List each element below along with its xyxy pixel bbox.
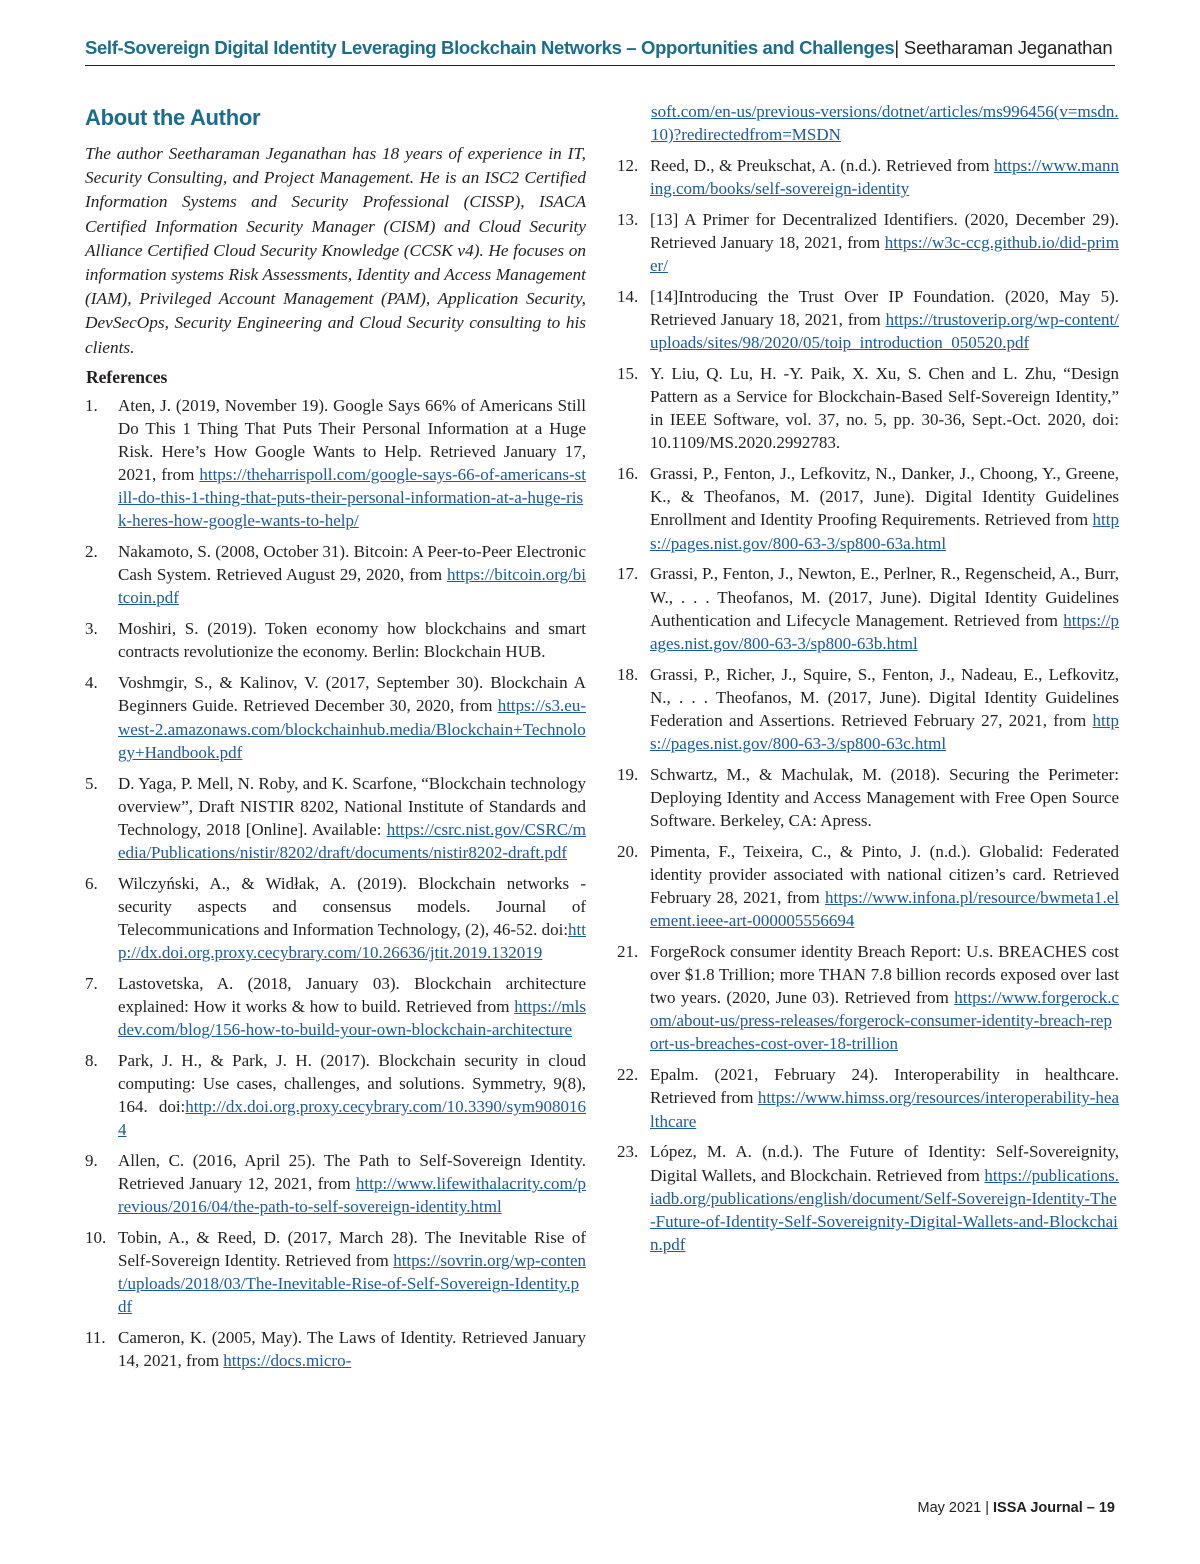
reference-text: Grassi, P., Richer, J., Squire, S., Fenton, J., Nadeau, E., Lefkovitz, N., . . . Theofanos, M. (2017, June). Digital Identity Guidelines Federation and Assertions. Retrieved February 27, 2021, from <box>650 664 1119 730</box>
reference-number: 8. <box>85 1050 98 1070</box>
reference-item <box>85 772 586 864</box>
reference-link[interactable]: https://www.manning.com/books/self-sovereign-identity <box>650 155 1119 199</box>
header-divider <box>85 65 1115 66</box>
reference-text: Park, J. H., & Park, J. H. (2017). Blockchain security in cloud computing: Use cases, challenges, and solutions. Symmetry, 9(8), 164. doi: <box>118 1050 586 1117</box>
reference-link[interactable]: https://www.himss.org/resources/interoperability-healthcare <box>650 1088 1119 1131</box>
reference-link[interactable]: https://www.infona.pl/resource/bwmeta1.element.ieee-art-000005556694 <box>650 888 1119 931</box>
reference-item <box>617 208 1119 277</box>
reference-item <box>617 362 1119 454</box>
reference-link[interactable]: http://www.lifewithalacrity.com/previous/2016/04/the-path-to-self-sovereign-identity.html <box>118 1174 586 1217</box>
reference-link[interactable]: https://sovrin.org/wp-content/uploads/2018/03/The-Inevitable-Rise-of-Self-Sovereign-Identity.pdf <box>118 1251 586 1317</box>
reference-text: Grassi, P., Fenton, J., Newton, E., Perlner, R., Regenscheid, A., Burr, W., . . . Theofanos, M. (2017, June). Digital Identity Guidelines Authentication and Lifecycle Management. Retrieved from <box>650 564 1119 630</box>
reference-item <box>617 462 1119 554</box>
reference-item <box>85 671 586 763</box>
reference-item <box>85 394 586 533</box>
references-list-left <box>85 394 586 1373</box>
reference-text: [14]Introducing the Trust Over IP Foundation. (2020, May 5). Retrieved January 18, 2021, from <box>650 287 1119 330</box>
reference-text: Allen, C. (2016, April 25). The Path to Self-Sovereign Identity. Retrieved January 12, 2021, from <box>118 1151 586 1194</box>
reference-item <box>85 1149 586 1218</box>
reference-link[interactable]: https://publications.iadb.org/publications/english/document/Self-Sovereign-Identity-The-Future-of-Identity-Self-Sovereignity-Digital-Wallets-and-Blockchain.pdf <box>650 1165 1119 1254</box>
reference-text: López, M. A. (n.d.). The Future of Identity: Self-Sovereignity, Digital Wallets, and Blockchain. Retrieved from <box>650 1142 1119 1185</box>
reference-link[interactable]: https://pages.nist.gov/800-63-3/sp800-63b.html <box>650 610 1119 653</box>
reference-text: [13] A Primer for Decentralized Identifiers. (2020, December 29). Retrieved January 18, 2021, from <box>650 209 1119 253</box>
reference-text: ForgeRock consumer identity Breach Report: U.s. BREACHES cost over $1.8 Trillion; more THAN 7.8 billion records exposed over last two years. (2020, June 03). Retrieved from <box>650 942 1119 1008</box>
reference-text: Cameron, K. (2005, May). The Laws of Identity. Retrieved January 14, 2021, from <box>118 1328 586 1371</box>
reference-link[interactable]: https://mlsdev.com/blog/156-how-to-build-your-own-blockchain-architecture <box>118 996 586 1040</box>
reference-item <box>617 763 1119 832</box>
reference-link[interactable]: https://csrc.nist.gov/CSRC/media/Publications/nistir/8202/draft/documents/nistir8202-draft.pdf <box>118 819 586 862</box>
reference-link[interactable]: http://dx.doi.org.proxy.cecybrary.com/10.26636/jtit.2019.132019 <box>118 919 586 962</box>
reference-item <box>617 840 1119 932</box>
reference-number: 1. <box>85 395 98 415</box>
reference-text: Y. Liu, Q. Lu, H. -Y. Paik, X. Xu, S. Chen and L. Zhu, “Design Pattern as a Service for Blockchain-Based Self-Sovereign Identity,” in IEEE Software, vol. 37, no. 5, pp. 30-36, Sept.-Oct. 2020, doi: 10.1109/MS.2020.2992783. <box>650 364 1119 453</box>
reference-number: 18. <box>617 664 639 684</box>
reference-text: Wilczyński, A., & Widłak, A. (2019). Blockchain networks - security aspects and consensus models. Journal of Telecommunications and Information Technology, (2), 46-52. doi: <box>118 873 586 939</box>
reference-number: 2. <box>85 542 98 562</box>
reference-link[interactable]: soft.com/en-us/previous-versions/dotnet/articles/ms996456(v=msdn.10)?redirectedfrom=MSDN <box>651 102 1119 145</box>
reference-number: 15. <box>617 364 639 384</box>
footer-journal: ISSA Journal – 19 <box>993 1500 1115 1516</box>
reference-text: Lastovetska, A. (2018, January 03). Blockchain architecture explained: How it works & how to build. Retrieved from <box>118 973 586 1016</box>
footer-separator: | <box>981 1500 994 1516</box>
reference-text: Schwartz, M., & Machulak, M. (2018). Securing the Perimeter: Deploying Identity and Access Management with Free Open Source Software. Berkeley, CA: Apress. <box>650 764 1119 830</box>
reference-number: 22. <box>617 1065 639 1085</box>
reference-item <box>85 1226 586 1318</box>
reference-text: Moshiri, S. (2019). Token economy how blockchains and smart contracts revolutionize the economy. Berlin: Blockchain HUB. <box>118 619 586 662</box>
reference-number: 9. <box>85 1151 98 1171</box>
reference-number: 10. <box>85 1228 107 1248</box>
reference-item <box>85 1326 586 1372</box>
about-heading: About the Author <box>85 105 261 130</box>
reference-text: Voshmgir, S., & Kalinov, V. (2017, September 30). Blockchain A Beginners Guide. Retrieved December 30, 2020, from <box>118 673 586 716</box>
page-footer <box>918 1500 1115 1516</box>
reference-number: 6. <box>85 873 98 893</box>
reference-link[interactable]: https://s3.eu-west-2.amazonaws.com/blockchainhub.media/Blockchain+Technology+Handbook.pdf <box>118 696 586 762</box>
running-header <box>85 36 1115 60</box>
reference-link[interactable]: https://w3c-ccg.github.io/did-primer/ <box>650 233 1119 276</box>
reference-item <box>617 1140 1119 1255</box>
reference-text: Aten, J. (2019, November 19). Google Says 66% of Americans Still Do This 1 Thing That Puts Their Personal Information at a Huge Risk. Here’s How Google Wants to Help. Retrieved January 17, 2021, from <box>118 395 586 485</box>
reference-item <box>617 154 1119 200</box>
reference-number: 7. <box>85 973 98 993</box>
reference-number: 14. <box>617 287 639 307</box>
header-separator: | <box>894 37 899 58</box>
reference-number: 12. <box>617 155 639 175</box>
reference-text: Pimenta, F., Teixeira, C., & Pinto, J. (n.d.). Globalid: Federated identity provider associated with national citizen’s card. Retrieved February 28, 2021, from <box>650 841 1119 908</box>
reference-item <box>85 1049 586 1141</box>
reference-item <box>85 872 586 964</box>
reference-number: 5. <box>85 773 98 793</box>
reference-item <box>617 562 1119 654</box>
reference-number: 17. <box>617 564 639 584</box>
reference-item <box>85 972 586 1041</box>
reference-number: 4. <box>85 673 98 693</box>
reference-number: 13. <box>617 209 639 229</box>
reference-item <box>85 540 586 609</box>
reference-11-continuation <box>617 100 1119 146</box>
reference-link[interactable]: https://trustoverip.org/wp-content/uploads/sites/98/2020/05/toip_introduction_050520.pdf <box>650 310 1119 353</box>
reference-link[interactable]: https://pages.nist.gov/800-63-3/sp800-63c.html <box>650 710 1119 753</box>
reference-text: Nakamoto, S. (2008, October 31). Bitcoin: A Peer-to-Peer Electronic Cash System. Retrieved August 29, 2020, from <box>118 542 586 585</box>
reference-item <box>85 617 586 663</box>
header-author: Seetharaman Jeganathan <box>898 37 1113 58</box>
reference-text: Grassi, P., Fenton, J., Lefkovitz, N., Danker, J., Choong, Y., Greene, K., & Theofanos, M. (2017, June). Digital Identity Guidelines Enrollment and Identity Proofing Requirements. Retrieved from <box>650 464 1119 530</box>
reference-item <box>617 940 1119 1055</box>
reference-number: 23. <box>617 1142 639 1162</box>
reference-number: 21. <box>617 942 639 962</box>
reference-item <box>617 1063 1119 1132</box>
reference-link[interactable]: https://pages.nist.gov/800-63-3/sp800-63a.html <box>650 510 1119 553</box>
reference-number: 19. <box>617 764 639 784</box>
reference-link[interactable]: https://docs.micro- <box>223 1351 352 1371</box>
reference-link[interactable]: https://bitcoin.org/bitcoin.pdf <box>118 565 586 608</box>
reference-link[interactable]: https://theharrispoll.com/google-says-66-of-americans-still-do-this-1-thing-that-puts-their-personal-information-at-a-huge-risk-heres-how-google-wants-to-help/ <box>118 465 586 531</box>
reference-number: 16. <box>617 464 639 484</box>
left-column <box>85 100 586 1380</box>
reference-text: Epalm. (2021, February 24). Interoperability in healthcare. Retrieved from <box>650 1065 1119 1108</box>
footer-date: May 2021 <box>917 1500 982 1516</box>
reference-item <box>617 285 1119 354</box>
references-list-right <box>617 154 1119 1256</box>
header-title: Self-Sovereign Digital Identity Leveraging Blockchain Networks – Opportunities and Challenges <box>85 37 895 58</box>
reference-link[interactable]: https://www.forgerock.com/about-us/press-releases/forgerock-consumer-identity-breach-report-us-breaches-cost-over-18-trillion <box>650 988 1119 1054</box>
reference-number: 3. <box>85 619 98 639</box>
reference-number: 20. <box>617 841 639 861</box>
author-bio: The author Seetharaman Jeganathan has 18 years of experience in IT, Security Consulting, and Project Management. He is an ISC2 Certified Information Systems and Security Professional (CISSP), ISACA Certified Information Security Manager (CISM) and Cloud Security Alliance Certified Cloud Security Knowledge (CCSK v4). He focuses on information systems Risk Assessments, Identity and Access Management (IAM), Privileged Account Management (PAM), Application Security, DevSecOps, Security Engineering and Cloud Security consulting to his clients. <box>85 144 586 357</box>
references-heading: References <box>86 366 168 387</box>
reference-link[interactable]: http://dx.doi.org.proxy.cecybrary.com/10.3390/sym9080164 <box>118 1097 586 1140</box>
reference-text: Tobin, A., & Reed, D. (2017, March 28). The Inevitable Rise of Self-Sovereign Identity. Retrieved from <box>118 1228 586 1271</box>
reference-number: 11. <box>85 1328 106 1348</box>
reference-text: D. Yaga, P. Mell, N. Roby, and K. Scarfone, “Blockchain technology overview”, Draft NISTIR 8202, National Institute of Standards and Technology, 2018 [Online]. Available: <box>118 773 586 839</box>
reference-item <box>617 663 1119 755</box>
right-column <box>617 100 1119 1264</box>
reference-text: Reed, D., & Preukschat, A. (n.d.). Retrieved from <box>650 155 995 175</box>
